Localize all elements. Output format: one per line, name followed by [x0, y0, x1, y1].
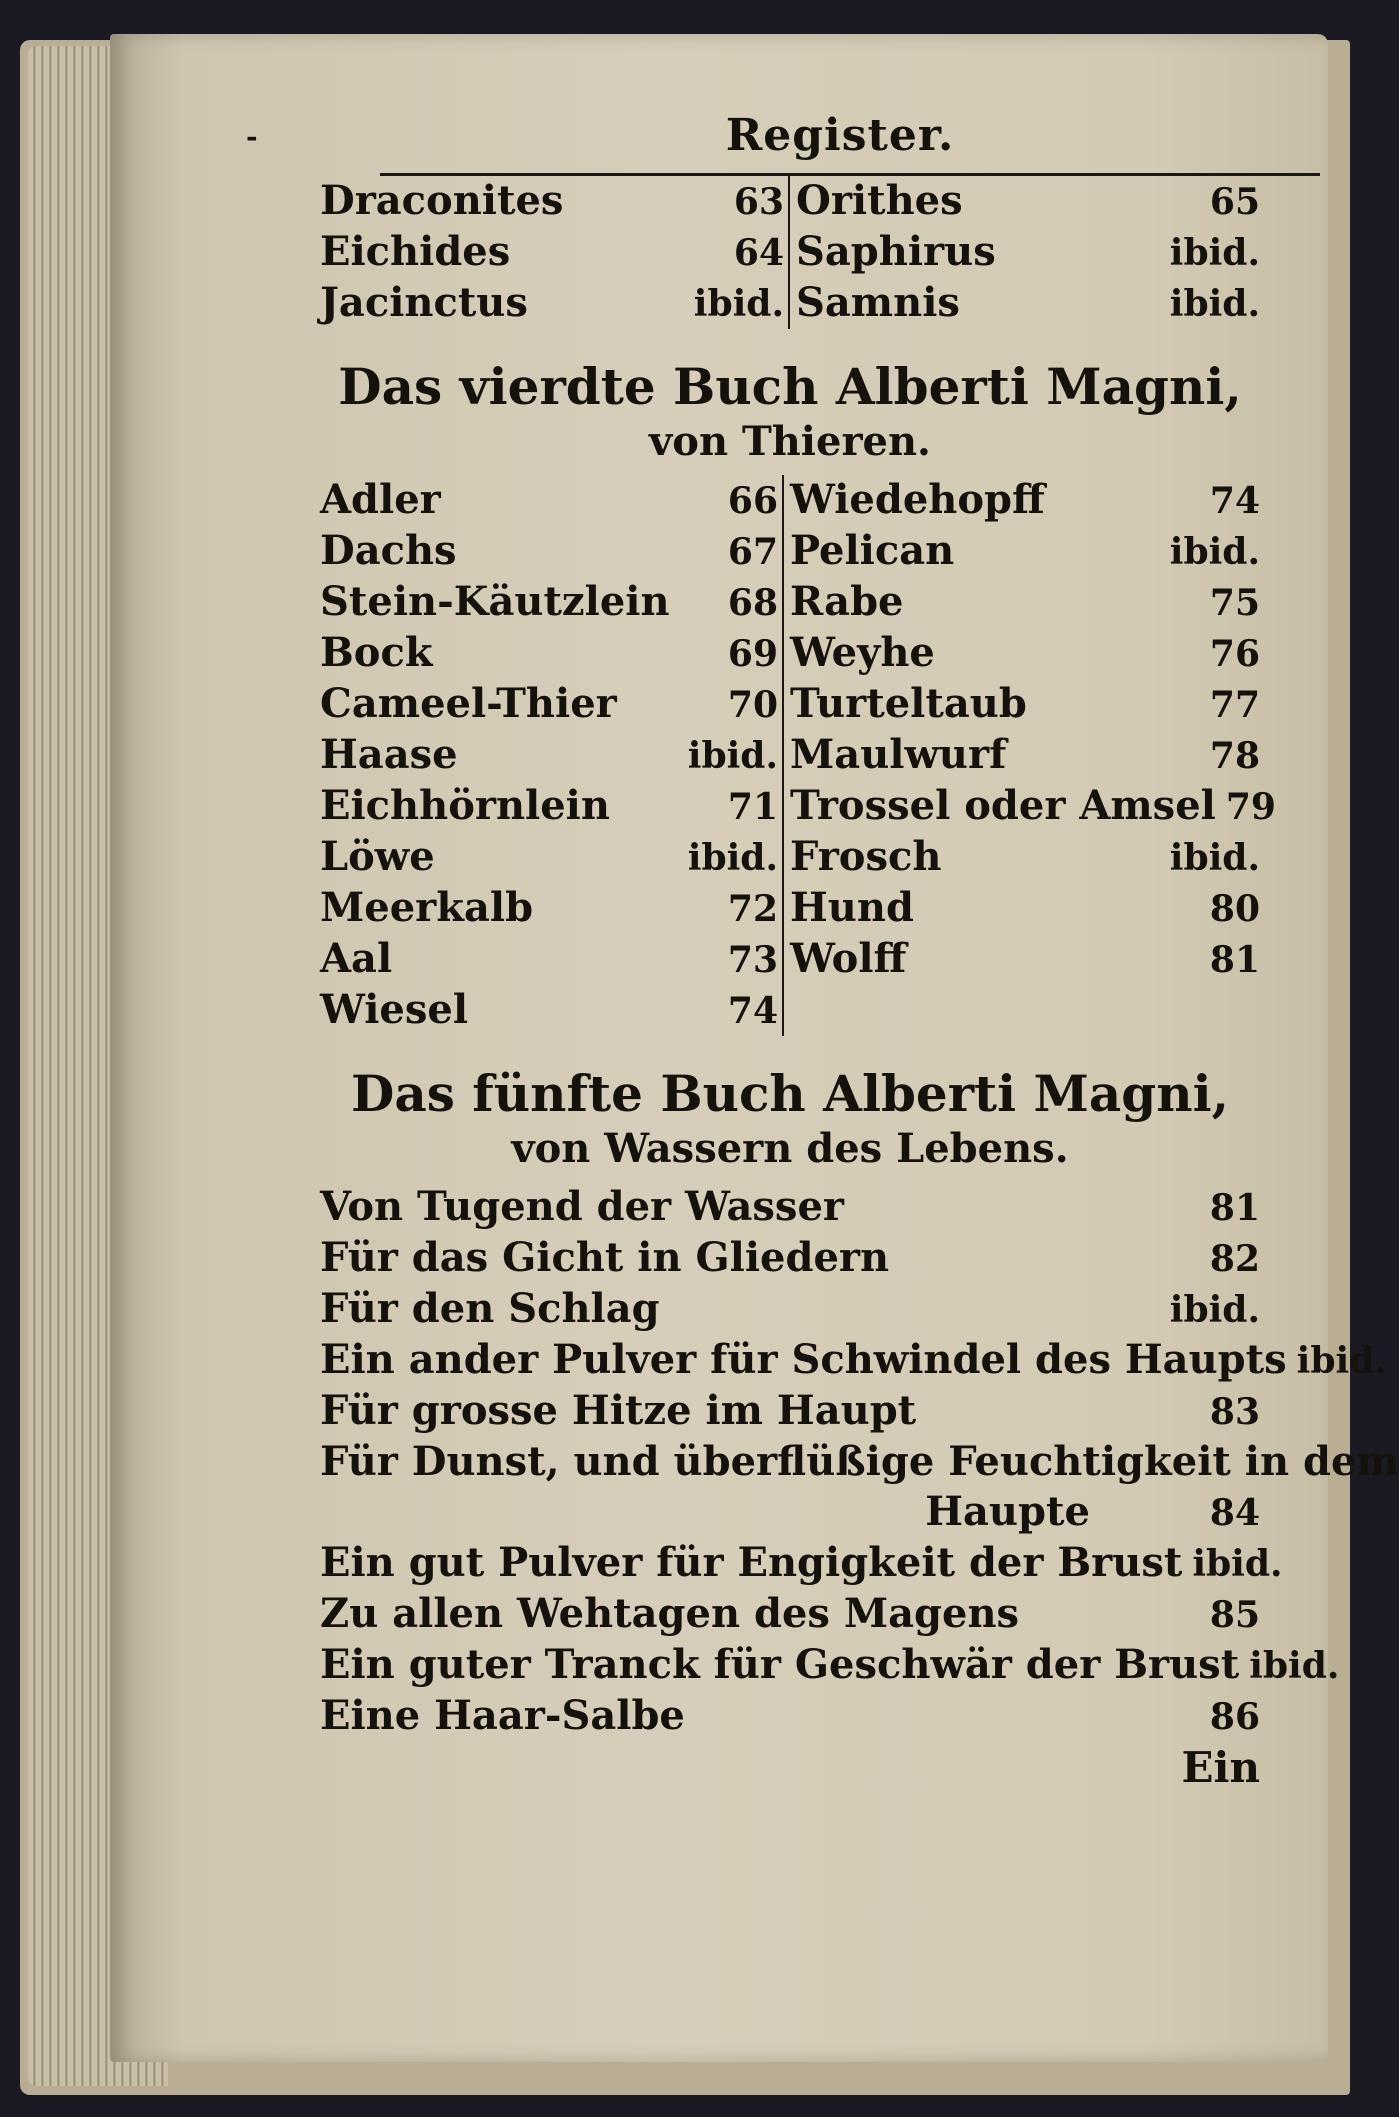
index-entry: [790, 730, 1260, 781]
entry-name: Cameel-Thier: [320, 680, 617, 727]
entry-name: Dachs: [320, 527, 457, 574]
entry-name: Hund: [790, 884, 914, 931]
entry-page: ibid.: [1169, 283, 1260, 325]
entry-name: Trossel oder Amsel: [790, 782, 1216, 829]
entry-page: ibid.: [693, 283, 784, 325]
entry-page: 64: [733, 232, 784, 274]
index-entry: [320, 1284, 1260, 1335]
entry-page: 75: [1209, 582, 1260, 624]
entry-name: Weyhe: [790, 629, 935, 676]
index-entry: [320, 1437, 1399, 1487]
index-entry: [320, 526, 778, 577]
index-entry: [320, 1386, 1260, 1437]
entry-name: Stein-Käutzlein: [320, 578, 670, 625]
entry-name: Eichhörnlein: [320, 782, 610, 829]
index-entry: [796, 176, 1260, 227]
entry-name: Eichides: [320, 228, 511, 275]
section2-title: Das vierdte Buch Alberti Magni,: [338, 357, 1242, 416]
entry-name: Haupte: [925, 1488, 1090, 1535]
entry-page: ibid.: [1169, 531, 1260, 573]
entry-name: Für grosse Hitze im Haupt: [320, 1387, 917, 1434]
entry-page: 83: [1209, 1391, 1260, 1433]
index-entry: [320, 781, 778, 832]
entry-page: ibid.: [1169, 1289, 1260, 1331]
index-entry: [320, 883, 778, 934]
entry-page: 85: [1209, 1594, 1260, 1636]
entry-name: Zu allen Wehtagen des Magens: [320, 1590, 1020, 1637]
entry-name: Für Dunst, und überflüßige Feuchtigkeit in dem: [320, 1438, 1399, 1485]
entry-name: Wiesel: [320, 986, 469, 1033]
entry-name: Saphirus: [796, 228, 996, 275]
index-entry: [790, 475, 1260, 526]
catchword: Ein: [1181, 1743, 1260, 1792]
entry-page: 76: [1209, 633, 1260, 675]
section3-entries: [320, 1182, 1399, 1742]
entry-name: Orithes: [796, 177, 963, 224]
entry-page: 84: [1209, 1492, 1260, 1534]
entry-name: Ein gut Pulver für Engigkeit der Brust: [320, 1539, 1183, 1586]
entry-name: Samnis: [796, 279, 960, 326]
index-entry: [320, 1335, 1387, 1386]
entry-name: Bock: [320, 629, 433, 676]
entry-page: 77: [1209, 684, 1260, 726]
index-entry: [790, 781, 1276, 832]
entry-page: 80: [1209, 888, 1260, 930]
entry-page: ibid.: [687, 735, 778, 777]
entry-page: 68: [727, 582, 778, 624]
entry-name: Jacinctus: [320, 279, 528, 326]
index-entry: [320, 1691, 1260, 1742]
entry-page: ibid.: [1192, 1543, 1283, 1585]
entry-page: 74: [727, 990, 778, 1032]
index-entry: [796, 227, 1260, 278]
index-entry: [320, 278, 784, 329]
section1-columns: [320, 176, 1260, 329]
index-entry: [796, 278, 1260, 329]
entry-name: Wolff: [790, 935, 907, 982]
section3-title: Das fünfte Buch Alberti Magni,: [350, 1064, 1230, 1123]
index-entry: [790, 628, 1260, 679]
index-entry: [320, 1538, 1283, 1589]
index-entry: [320, 628, 778, 679]
index-entry: [790, 526, 1260, 577]
section3-subtitle: von Wassern des Lebens.: [511, 1125, 1069, 1172]
entry-name: Pelican: [790, 527, 955, 574]
entry-page: ibid.: [1249, 1645, 1340, 1687]
index-entry: [320, 985, 778, 1036]
entry-page: 65: [1209, 181, 1260, 223]
index-entry: [320, 1182, 1260, 1233]
section2-subtitle: von Thieren.: [649, 418, 931, 465]
index-entry: [320, 577, 778, 628]
entry-name: Turteltaub: [790, 680, 1027, 727]
index-entry: [320, 1640, 1340, 1691]
index-entry-continued: [320, 1487, 1260, 1538]
entry-name: Draconites: [320, 177, 564, 224]
index-entry: [790, 577, 1260, 628]
entry-page: 79: [1225, 786, 1276, 828]
entry-name: Rabe: [790, 578, 904, 625]
entry-page: 74: [1209, 480, 1260, 522]
entry-name: Für den Schlag: [320, 1285, 660, 1332]
section1-left-column: [320, 176, 790, 329]
entry-name: Maulwurf: [790, 731, 1007, 778]
index-entry: [790, 832, 1260, 883]
index-entry: [790, 934, 1260, 985]
entry-name: Eine Haar-Salbe: [320, 1692, 685, 1739]
index-entry: [320, 679, 778, 730]
entry-name: Meerkalb: [320, 884, 534, 931]
index-entry: [320, 1589, 1260, 1640]
page-mark: -: [246, 120, 258, 153]
entry-name: Für das Gicht in Gliedern: [320, 1234, 890, 1281]
entry-page: ibid.: [1169, 837, 1260, 879]
index-entry: [320, 832, 778, 883]
entry-page: 63: [733, 181, 784, 223]
entry-page: 66: [727, 480, 778, 522]
entry-name: Frosch: [790, 833, 942, 880]
entry-name: Haase: [320, 731, 458, 778]
entry-page: 70: [727, 684, 778, 726]
entry-page: ibid.: [1296, 1340, 1387, 1382]
entry-name: Löwe: [320, 833, 435, 880]
index-entry: [790, 883, 1260, 934]
index-entry: [320, 934, 778, 985]
index-entry: [320, 475, 778, 526]
section2-columns: [320, 475, 1276, 1036]
entry-name: Aal: [320, 935, 393, 982]
register-content: [320, 110, 1399, 1794]
entry-page: 69: [727, 633, 778, 675]
entry-page: 82: [1209, 1238, 1260, 1280]
entry-page: ibid.: [687, 837, 778, 879]
section1-right-column: [790, 176, 1260, 329]
entry-page: ibid.: [1169, 232, 1260, 274]
entry-name: Wiedehopff: [790, 476, 1045, 523]
index-entry: [790, 679, 1260, 730]
entry-name: Ein guter Tranck für Geschwär der Brust: [320, 1641, 1240, 1688]
index-entry: [320, 1233, 1260, 1284]
index-entry: [320, 730, 778, 781]
entry-page: 81: [1209, 1187, 1260, 1229]
entry-page: 71: [727, 786, 778, 828]
index-entry: [320, 176, 784, 227]
entry-page: 72: [727, 888, 778, 930]
entry-page: 81: [1209, 939, 1260, 981]
section2-left-column: [320, 475, 784, 1036]
entry-page: 73: [727, 939, 778, 981]
entry-page: 78: [1209, 735, 1260, 777]
section2-right-column: [784, 475, 1276, 1036]
entry-page: 86: [1209, 1696, 1260, 1738]
entry-name: Von Tugend der Wasser: [320, 1183, 844, 1230]
entry-name: Adler: [320, 476, 441, 523]
entry-name: Ein ander Pulver für Schwindel des Haupts: [320, 1336, 1287, 1383]
running-head: Register.: [725, 110, 955, 161]
index-entry: [320, 227, 784, 278]
entry-page: 67: [727, 531, 778, 573]
